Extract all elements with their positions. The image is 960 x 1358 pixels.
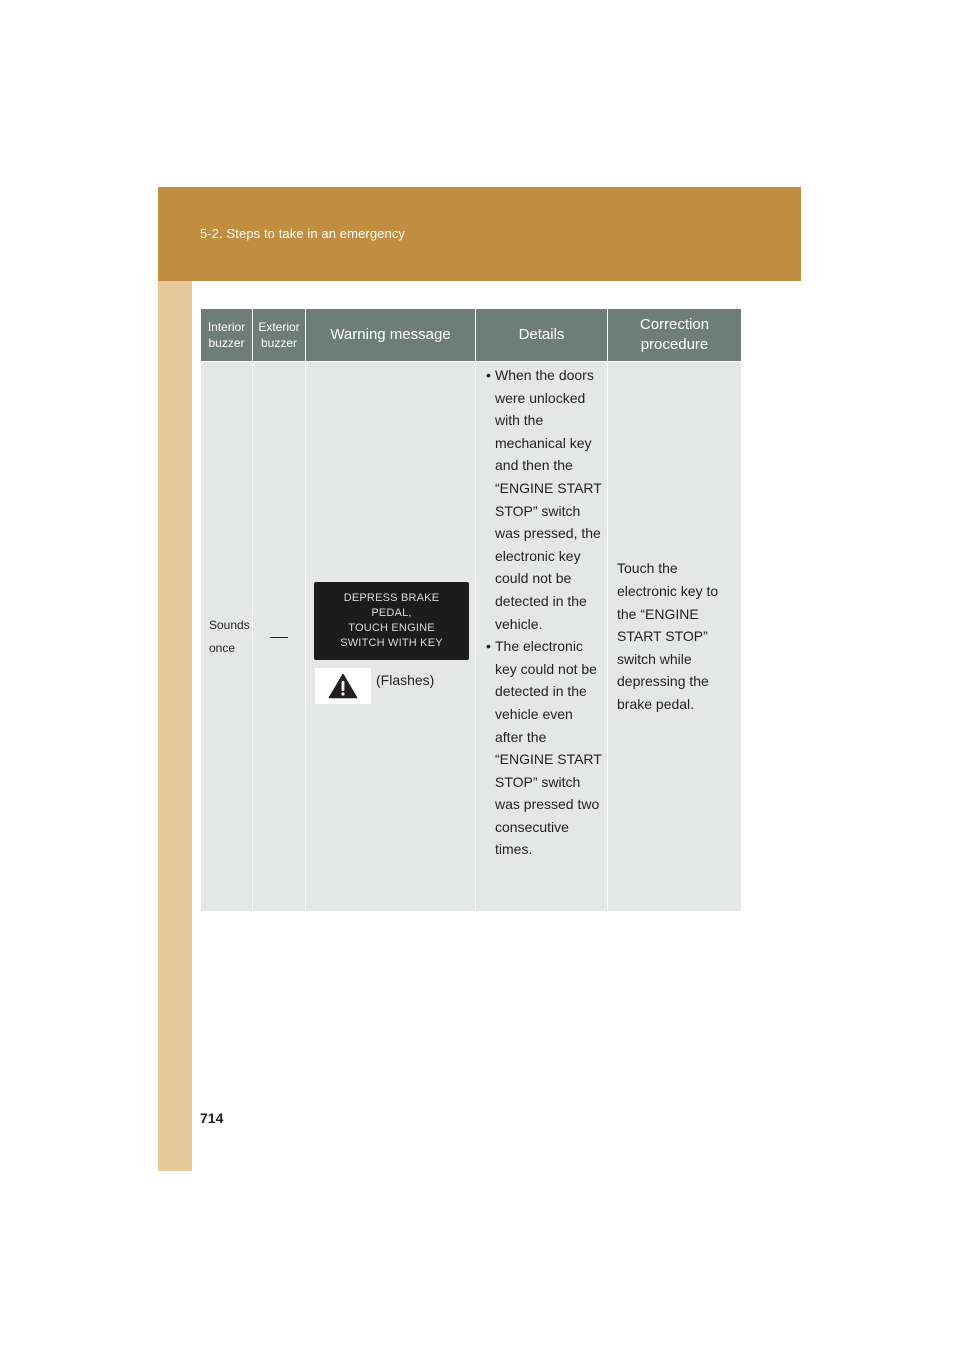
bullet-dot: • bbox=[486, 638, 491, 655]
multi-info-display bbox=[314, 582, 469, 660]
details-item bbox=[486, 635, 603, 861]
exterior-buzzer-cell bbox=[253, 362, 306, 911]
warning-triangle-icon bbox=[315, 668, 371, 704]
details-text: The electronic key could not be detected in the vehicle even after the “ENGINE START STOP” switch was pressed two consecutive times. bbox=[495, 638, 602, 858]
details-item bbox=[486, 364, 603, 635]
col-details: Details bbox=[476, 309, 608, 361]
warning-message-cell bbox=[306, 362, 476, 911]
interior-buzzer-cell bbox=[201, 362, 253, 911]
page-number: 714 bbox=[200, 1110, 224, 1126]
correction-cell bbox=[608, 362, 741, 911]
interior-buzzer-value: Sounds once bbox=[209, 617, 250, 655]
section-title: 5-2. Steps to take in an emergency bbox=[200, 226, 406, 241]
details-text: When the doors were unlocked with the mechanical key and then the “ENGINE START STOP” switch was pressed, the electronic key could not be detected in the vehicle. bbox=[495, 367, 602, 632]
details-cell bbox=[476, 362, 608, 911]
flashes-label: (Flashes) bbox=[376, 672, 435, 688]
table-header bbox=[201, 309, 741, 361]
table-row bbox=[201, 361, 741, 911]
col-exterior-buzzer: Exterior buzzer bbox=[253, 309, 306, 361]
col-warning-message: Warning message bbox=[306, 309, 476, 361]
correction-text: Touch the electronic key to the “ENGINE START STOP” switch while depressing the brake pedal. bbox=[617, 560, 719, 712]
col-interior-buzzer: Interior buzzer bbox=[201, 309, 253, 361]
display-message: DEPRESS BRAKE PEDAL, TOUCH ENGINE SWITCH WITH KEY bbox=[340, 592, 443, 649]
exterior-buzzer-dash bbox=[270, 637, 288, 638]
col-correction-procedure: Correction procedure bbox=[639, 315, 710, 353]
bullet-dot: • bbox=[486, 367, 491, 383]
side-strip bbox=[158, 281, 192, 1171]
warning-table bbox=[201, 309, 741, 911]
